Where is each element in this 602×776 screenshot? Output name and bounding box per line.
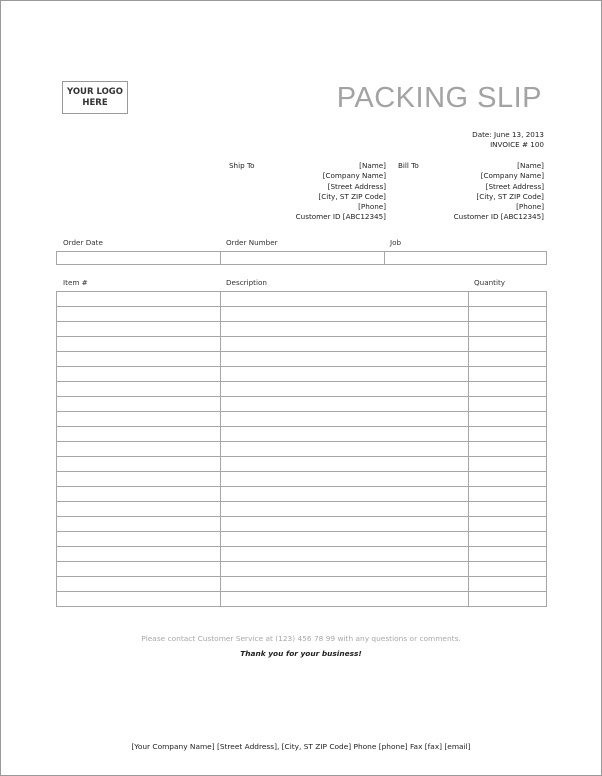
ship-to-company: [Company Name] [322,171,386,181]
table-row [57,337,547,352]
bill-to-address [454,161,544,223]
item-number-cell[interactable] [57,322,221,337]
order-date-header: Order Date [63,238,103,247]
document-title: PACKING SLIP [336,82,542,114]
table-row [57,322,547,337]
quantity-cell[interactable] [469,562,547,577]
invoice-number: INVOICE # 100 [490,140,544,150]
logo-line-1: YOUR LOGO [66,86,124,97]
order-date-field[interactable] [57,252,221,265]
order-table [56,251,547,265]
item-number-cell[interactable] [57,352,221,367]
logo-placeholder [62,81,128,114]
table-row [57,292,547,307]
item-number-cell[interactable] [57,547,221,562]
description-cell[interactable] [221,322,469,337]
item-number-cell[interactable] [57,292,221,307]
quantity-cell[interactable] [469,442,547,457]
bill-to-phone: [Phone] [516,202,544,212]
order-number-header: Order Number [226,238,278,247]
table-row [57,517,547,532]
description-cell[interactable] [221,382,469,397]
description-cell[interactable] [221,532,469,547]
ship-to-name: [Name] [359,161,386,170]
quantity-cell[interactable] [469,367,547,382]
item-number-cell[interactable] [57,307,221,322]
ship-to-customer-id: Customer ID [ABC12345] [295,212,386,222]
item-number-cell[interactable] [57,382,221,397]
description-cell[interactable] [221,337,469,352]
ship-to-label: Ship To [229,161,255,170]
quantity-cell[interactable] [469,382,547,397]
table-row [57,427,547,442]
table-row [57,352,547,367]
bill-to-street: [Street Address] [485,181,544,191]
table-row [57,457,547,472]
quantity-cell[interactable] [469,292,547,307]
company-footer: [Your Company Name] [Street Address], [City, ST ZIP Code] Phone [phone] Fax [fax] [email] [131,742,471,751]
description-cell[interactable] [221,472,469,487]
quantity-cell[interactable] [469,592,547,607]
order-number-field[interactable] [221,252,385,265]
ship-to-address [296,161,386,223]
ship-to-phone: [Phone] [358,202,386,212]
table-row [57,577,547,592]
job-field[interactable] [385,252,547,265]
quantity-cell[interactable] [469,307,547,322]
quantity-cell[interactable] [469,532,547,547]
quantity-cell[interactable] [469,457,547,472]
table-row [57,562,547,577]
quantity-cell[interactable] [469,352,547,367]
item-number-cell[interactable] [57,442,221,457]
item-number-header: Item # [63,278,88,287]
invoice-date: Date: June 13, 2013 [472,130,544,139]
description-cell[interactable] [221,412,469,427]
quantity-cell[interactable] [469,502,547,517]
quantity-cell[interactable] [469,547,547,562]
bill-to-customer-id: Customer ID [ABC12345] [453,212,544,222]
items-table [56,291,547,607]
description-cell[interactable] [221,292,469,307]
job-header: Job [390,238,402,247]
quantity-cell[interactable] [469,517,547,532]
table-row [57,307,547,322]
description-cell[interactable] [221,592,469,607]
table-row [57,442,547,457]
description-cell[interactable] [221,442,469,457]
table-row [57,547,547,562]
thank-you-note: Thank you for your business! [240,649,362,658]
description-cell[interactable] [221,397,469,412]
item-number-cell[interactable] [57,397,221,412]
bill-to-city: [City, ST ZIP Code] [476,191,544,201]
item-number-cell[interactable] [57,472,221,487]
description-cell[interactable] [221,517,469,532]
table-row [57,472,547,487]
quantity-cell[interactable] [469,577,547,592]
description-cell[interactable] [221,427,469,442]
description-cell[interactable] [221,562,469,577]
table-row [57,502,547,517]
logo-line-2: HERE [82,97,108,108]
bill-to-name: [Name] [517,161,544,170]
table-row [57,412,547,427]
item-number-cell[interactable] [57,577,221,592]
description-cell[interactable] [221,577,469,592]
table-row [57,382,547,397]
quantity-header: Quantity [474,278,506,287]
item-number-cell[interactable] [57,427,221,442]
description-header: Description [226,278,267,287]
quantity-cell[interactable] [469,397,547,412]
ship-to-street: [Street Address] [327,181,386,191]
description-cell[interactable] [221,367,469,382]
table-row [57,532,547,547]
item-number-cell[interactable] [57,337,221,352]
description-cell[interactable] [221,487,469,502]
description-cell[interactable] [221,502,469,517]
description-cell[interactable] [221,352,469,367]
bill-to-company: [Company Name] [480,171,544,181]
table-row [57,397,547,412]
item-number-cell[interactable] [57,502,221,517]
item-number-cell[interactable] [57,367,221,382]
quantity-cell[interactable] [469,472,547,487]
description-cell[interactable] [221,307,469,322]
item-number-cell[interactable] [57,592,221,607]
item-number-cell[interactable] [57,532,221,547]
contact-note: Please contact Customer Service at (123) 456 78 99 with any questions or comments. [141,634,461,643]
invoice-meta [472,130,544,151]
item-number-cell[interactable] [57,412,221,427]
quantity-cell[interactable] [469,322,547,337]
table-row [57,592,547,607]
item-number-cell[interactable] [57,562,221,577]
ship-to-city: [City, ST ZIP Code] [318,191,386,201]
table-row [57,367,547,382]
description-cell[interactable] [221,457,469,472]
quantity-cell[interactable] [469,337,547,352]
item-number-cell[interactable] [57,517,221,532]
bill-to-label: Bill To [398,161,419,170]
quantity-cell[interactable] [469,412,547,427]
quantity-cell[interactable] [469,427,547,442]
order-row [57,252,547,265]
description-cell[interactable] [221,547,469,562]
table-row [57,487,547,502]
item-number-cell[interactable] [57,487,221,502]
item-number-cell[interactable] [57,457,221,472]
quantity-cell[interactable] [469,487,547,502]
